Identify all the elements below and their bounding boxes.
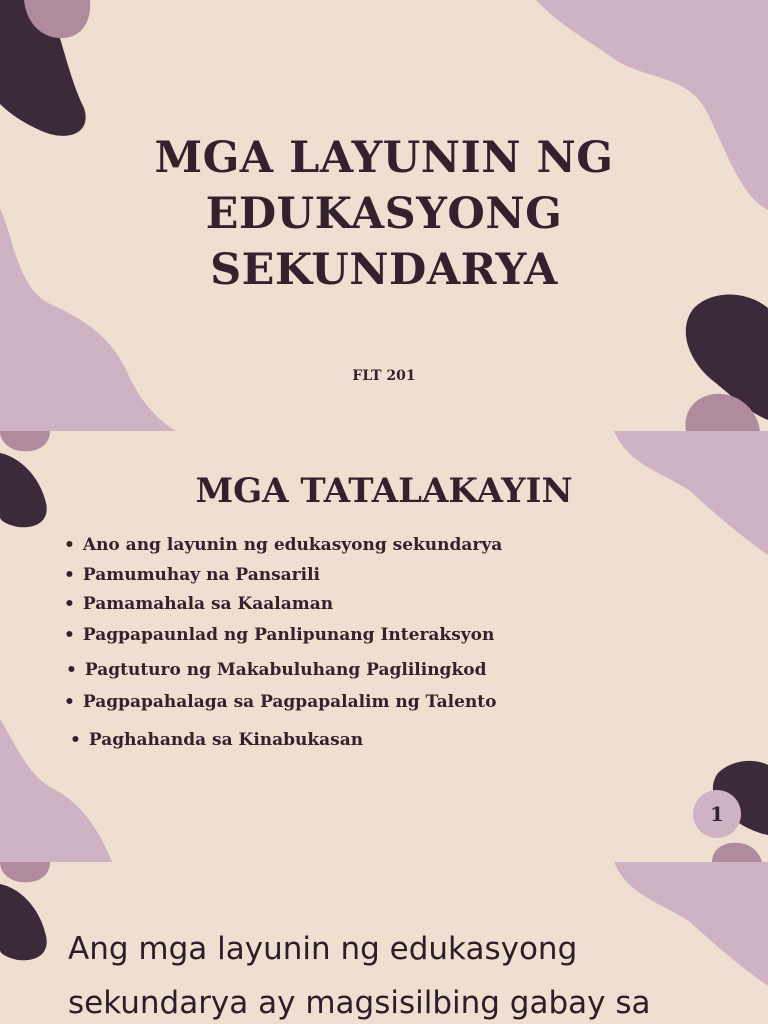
list-item: • Pagpapaunlad ng Panlipunang Interaksyon	[64, 625, 494, 645]
slide-content	[0, 862, 768, 1024]
title-line-1: MGA LAYUNIN NG	[154, 133, 614, 183]
body-paragraph: Ang mga layunin ng edukasyong sekundarya ay magsisilbing gabay sa	[68, 931, 651, 1021]
agenda-heading: MGA TATALAKAYIN	[195, 471, 573, 511]
list-item: • Pamamahala sa Kaalaman	[64, 594, 333, 614]
presentation-title	[0, 130, 768, 298]
mauve-blob-bottom-right	[712, 843, 762, 862]
slide-agenda	[0, 431, 768, 862]
title-line-2: EDUKASYONG	[205, 189, 563, 239]
mauve-blob-top-left	[0, 431, 50, 451]
course-code: FLT 201	[352, 368, 416, 384]
list-item: • Pagtuturo ng Makabuluhang Paglilingkod	[66, 660, 486, 680]
slide-title	[0, 0, 768, 431]
page-number-badge: 1	[693, 790, 741, 838]
list-item: • Ano ang layunin ng edukasyong sekundarya	[64, 535, 502, 555]
list-item: • Pamumuhay na Pansarili	[64, 565, 320, 585]
dark-blob-top-left	[0, 884, 47, 960]
title-line-3: SEKUNDARYA	[210, 245, 558, 295]
list-item: • Paghahanda sa Kinabukasan	[70, 730, 363, 750]
list-item: • Pagpapahalaga sa Pagpapalalim ng Talento	[64, 692, 496, 712]
mauve-blob-top-left	[0, 862, 50, 882]
